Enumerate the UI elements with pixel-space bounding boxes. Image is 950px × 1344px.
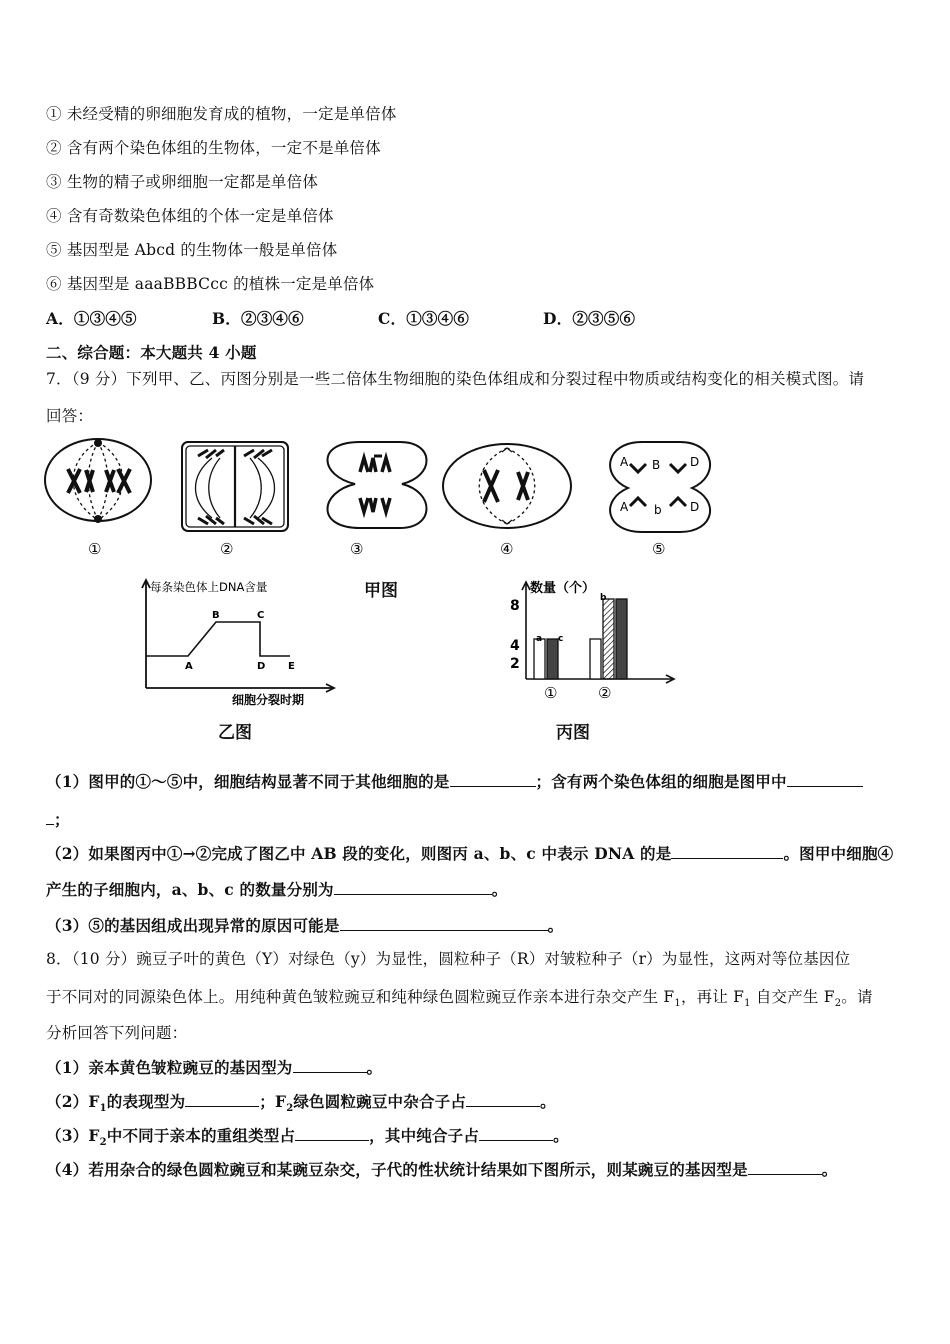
q6-option-d: D．②③⑤⑥: [543, 309, 636, 328]
q8-sub3-blank-1[interactable]: [295, 1126, 369, 1141]
q6-item-5: ⑤ 基因型是 Abcd 的生物体一般是单倍体: [46, 241, 338, 259]
q6-item-6: ⑥ 基因型是 aaaBBBCcc 的植株一定是单倍体: [46, 275, 375, 293]
cell-4-diagram: [443, 444, 571, 528]
q7-sub2-text-c: 。图甲中细胞④: [783, 844, 894, 863]
q8-sub1-blank[interactable]: [293, 1058, 367, 1073]
bing-group-2: ②: [598, 684, 612, 702]
yi-point-c: C: [257, 610, 265, 621]
bar-c-group-2: [616, 599, 627, 679]
gene-label-bottom-b: b: [654, 503, 662, 517]
bing-tick-4: 4: [510, 638, 520, 654]
q8-sub4-text-a: （4）若用杂合的绿色圆粒豌豆和某豌豆杂交，子代的性状统计结果如下图所示，则某豌豆的基因型是: [46, 1160, 748, 1179]
q6-option-b: B．②③④⑥: [212, 309, 304, 328]
q8-sub2-text-b: 的表现型为: [106, 1092, 186, 1111]
gene-label-top-a: A: [620, 455, 629, 469]
sub-2a: 2: [834, 998, 842, 1010]
q8-sub4-text-b: 。: [821, 1160, 838, 1179]
q6-item-3: ③ 生物的精子或卵细胞一定都是单倍体: [46, 173, 319, 191]
q8-stem-2b: ，再让 F: [680, 988, 745, 1006]
cell-label-5: ⑤: [652, 540, 666, 558]
q6-item-1: ① 未经受精的卵细胞发育成的植物，一定是单倍体: [46, 105, 397, 123]
q8-stem-line-1: 8．（10 分）豌豆子叶的黄色（Y）对绿色（y）为显性，圆粒种子（R）对皱粒种子（r）为显性，这两对等位基因位: [46, 950, 851, 968]
q7-sub1: [46, 770, 863, 792]
cell-2-diagram: [182, 442, 288, 531]
q7-sub3-blank[interactable]: [340, 916, 548, 931]
q8-stem-2a: 于不同对的同源染色体上。用纯种黄色皱粒豌豆和纯种绿色圆粒豌豆作亲本进行杂交产生 F: [46, 988, 675, 1006]
bing-bar-label-b: b: [600, 593, 607, 603]
sub-2c: 2: [99, 1137, 107, 1149]
q8-stem-line-2: [46, 985, 873, 1009]
q8-sub3-text-a: （3）F: [46, 1126, 100, 1145]
q8-sub2-text-c: ；F: [259, 1092, 287, 1111]
arrow-icon: →: [182, 844, 196, 863]
bing-ylabel: 数量（个）: [530, 581, 596, 596]
q7-stem-line-1: 7．（9 分）下列甲、乙、丙图分别是一些二倍体生物细胞的染色体组成和分裂过程中物质或结构变化的相关模式图。请: [46, 370, 865, 388]
bing-group-1: ①: [544, 684, 558, 702]
q7-sub2-blank-2[interactable]: [334, 880, 492, 895]
q7-sub1-cont: [46, 808, 70, 830]
figure-yi-title: 乙图: [218, 723, 252, 743]
bar-b-group-2: [603, 599, 614, 679]
section-heading: 二、综合题：本大题共 4 小题: [46, 343, 257, 362]
q8-sub1: [46, 1056, 382, 1078]
q8-sub3-text-d: 。: [553, 1126, 569, 1145]
cell-label-2: ②: [220, 540, 234, 558]
figure-bing-title: 丙图: [556, 723, 590, 743]
q8-sub3-text-c: ，其中纯合子占: [369, 1126, 480, 1145]
q6-item-4: ④ 含有奇数染色体组的个体一定是单倍体: [46, 207, 334, 225]
q7-sub1-text-c: ；: [54, 810, 70, 829]
figure-jia-title: 甲图: [364, 581, 398, 601]
q8-sub4: [46, 1158, 838, 1180]
q8-sub1-text-a: （1）亲本黄色皱粒豌豆的基因型为: [46, 1058, 293, 1077]
q8-sub3-blank-2[interactable]: [479, 1126, 553, 1141]
sub-1c: 1: [99, 1103, 107, 1115]
yi-ylabel: 每条染色体上DNA含量: [150, 580, 268, 594]
q8-sub3: [46, 1124, 569, 1148]
q7-sub2-line-1: [46, 842, 893, 864]
bar-c-group-1: [547, 639, 558, 679]
bing-bar-label-a: a: [536, 634, 543, 644]
q7-stem-line-2: 回答：: [46, 407, 94, 425]
q8-sub2-text-a: （2）F: [46, 1092, 100, 1111]
yi-point-b: B: [212, 610, 220, 621]
q7-sub2-line-2: [46, 878, 507, 900]
q7-sub1-text-a: （1）图甲的①～⑤中，细胞结构显著不同于其他细胞的是: [46, 772, 450, 791]
q8-stem-2c: 自交产生 F: [750, 988, 835, 1006]
q8-sub2: [46, 1090, 556, 1114]
q7-sub2-text-d: 产生的子细胞内，a、b、c 的数量分别为: [46, 880, 334, 899]
q7-sub2-blank-1[interactable]: [671, 844, 783, 859]
q7-sub1-blank-2[interactable]: [787, 772, 863, 787]
q7-sub1-blank-1[interactable]: [450, 772, 536, 787]
q7-sub3-text-b: 。: [547, 916, 564, 935]
q8-sub2-text-d: 绿色圆粒豌豆中杂合子占: [293, 1092, 467, 1111]
sub-1a: 1: [674, 998, 681, 1010]
q8-sub1-text-b: 。: [366, 1058, 383, 1077]
figure-jia: [40, 436, 720, 568]
gene-label-bottom-a: A: [620, 500, 629, 514]
q8-sub3-text-b: 中不同于亲本的重组类型占: [106, 1126, 296, 1145]
figure-bing: [504, 574, 684, 709]
q7-sub2-text-b: ②完成了图乙中 AB 段的变化，则图丙 a、b、c 中表示 DNA 的是: [195, 844, 672, 863]
q6-item-2: ② 含有两个染色体组的生物体，一定不是单倍体: [46, 139, 381, 157]
gene-label-top-d: D: [690, 455, 700, 469]
q7-sub3-text-a: （3）⑤的基因组成出现异常的原因可能是: [46, 916, 340, 935]
q7-sub1-text-b: ；含有两个染色体组的细胞是图甲中: [535, 772, 787, 791]
q7-sub2-text-a: （2）如果图丙中①: [46, 844, 183, 863]
q7-sub2-text-e: 。: [491, 880, 508, 899]
bing-bar-label-c: c: [558, 634, 564, 644]
q6-option-a: A．①③④⑤: [46, 309, 137, 328]
gene-label-top-b: B: [652, 458, 661, 472]
cell-label-3: ③: [350, 540, 364, 558]
cell-label-1: ①: [88, 540, 102, 558]
sub-1b: 1: [744, 998, 751, 1010]
q7-sub3: [46, 914, 563, 936]
figure-yi: [138, 574, 338, 714]
q8-sub2-blank-2[interactable]: [466, 1092, 540, 1107]
bar-a-group-2: [590, 639, 601, 679]
q6-option-c: C．①③④⑥: [378, 309, 470, 328]
q8-stem-line-3: 分析回答下列问题：: [46, 1024, 188, 1042]
yi-point-a: A: [185, 661, 193, 672]
yi-point-d: D: [257, 661, 266, 672]
bing-tick-2: 2: [510, 656, 520, 672]
cell-3-diagram: [328, 442, 427, 528]
bing-tick-8: 8: [510, 598, 520, 614]
yi-point-e: E: [288, 661, 295, 672]
q8-stem-2d: 。请: [841, 988, 873, 1006]
q8-sub2-text-e: 。: [540, 1092, 556, 1111]
dna-content-line: [146, 622, 290, 656]
q7-sub1-blank-2-cont[interactable]: [46, 810, 54, 825]
cell-label-4: ④: [500, 540, 514, 558]
yi-xlabel: 细胞分裂时期: [232, 693, 305, 707]
q8-sub2-blank-1[interactable]: [185, 1092, 259, 1107]
bar-a-group-1: [534, 639, 545, 679]
sub-2b: 2: [286, 1103, 294, 1115]
q8-sub4-blank[interactable]: [748, 1160, 822, 1175]
cell-1-diagram: [45, 439, 151, 522]
gene-label-bottom-d: D: [690, 500, 700, 514]
